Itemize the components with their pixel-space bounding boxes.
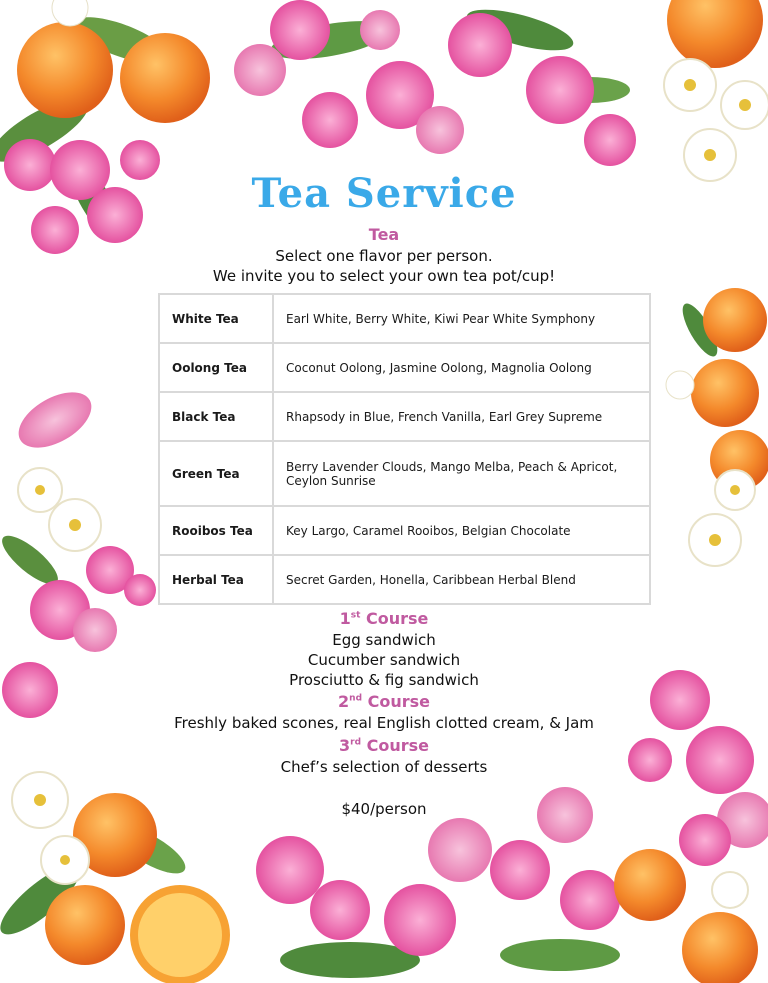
tea-category: Green Tea [159,441,273,506]
tea-flavors: Secret Garden, Honella, Caribbean Herbal Blend [273,555,650,604]
price: $40/person [341,800,427,818]
tea-category: Oolong Tea [159,343,273,392]
course1-item: Prosciutto & fig sandwich [289,671,479,689]
tea-flavors: Key Largo, Caramel Rooibos, Belgian Chocolate [273,506,650,555]
tea-category: Black Tea [159,392,273,441]
course2-item: Freshly baked scones, real English clotted cream, & Jam [174,714,594,732]
table-row [159,555,650,604]
table-row [159,343,650,392]
tea-category: Herbal Tea [159,555,273,604]
table-row [159,392,650,441]
course1-item: Cucumber sandwich [307,651,461,669]
tea-heading: Tea [368,225,400,244]
tea-instruction: Select one flavor per person. [275,247,493,265]
course3-item: Chef’s selection of desserts [280,758,488,776]
tea-invitation: We invite you to select your own tea pot/cup! [212,267,556,285]
course3-heading: 3rd Course [339,736,429,755]
tea-category: White Tea [159,294,273,343]
table-row [159,294,650,343]
tea-flavors: Rhapsody in Blue, French Vanilla, Earl Grey Supreme [273,392,650,441]
tea-table [158,293,651,605]
tea-flavors: Berry Lavender Clouds, Mango Melba, Peach & Apricot, Ceylon Sunrise [273,441,650,506]
tea-flavors: Earl White, Berry White, Kiwi Pear White Symphony [273,294,650,343]
course2-heading: 2nd Course [338,692,430,711]
table-row [159,506,650,555]
tea-category: Rooibos Tea [159,506,273,555]
table-row [159,441,650,506]
tea-flavors: Coconut Oolong, Jasmine Oolong, Magnolia Oolong [273,343,650,392]
course1-heading: 1st Course [339,609,429,628]
course1-item: Egg sandwich [332,631,436,649]
page-title: Tea Service [251,170,517,217]
